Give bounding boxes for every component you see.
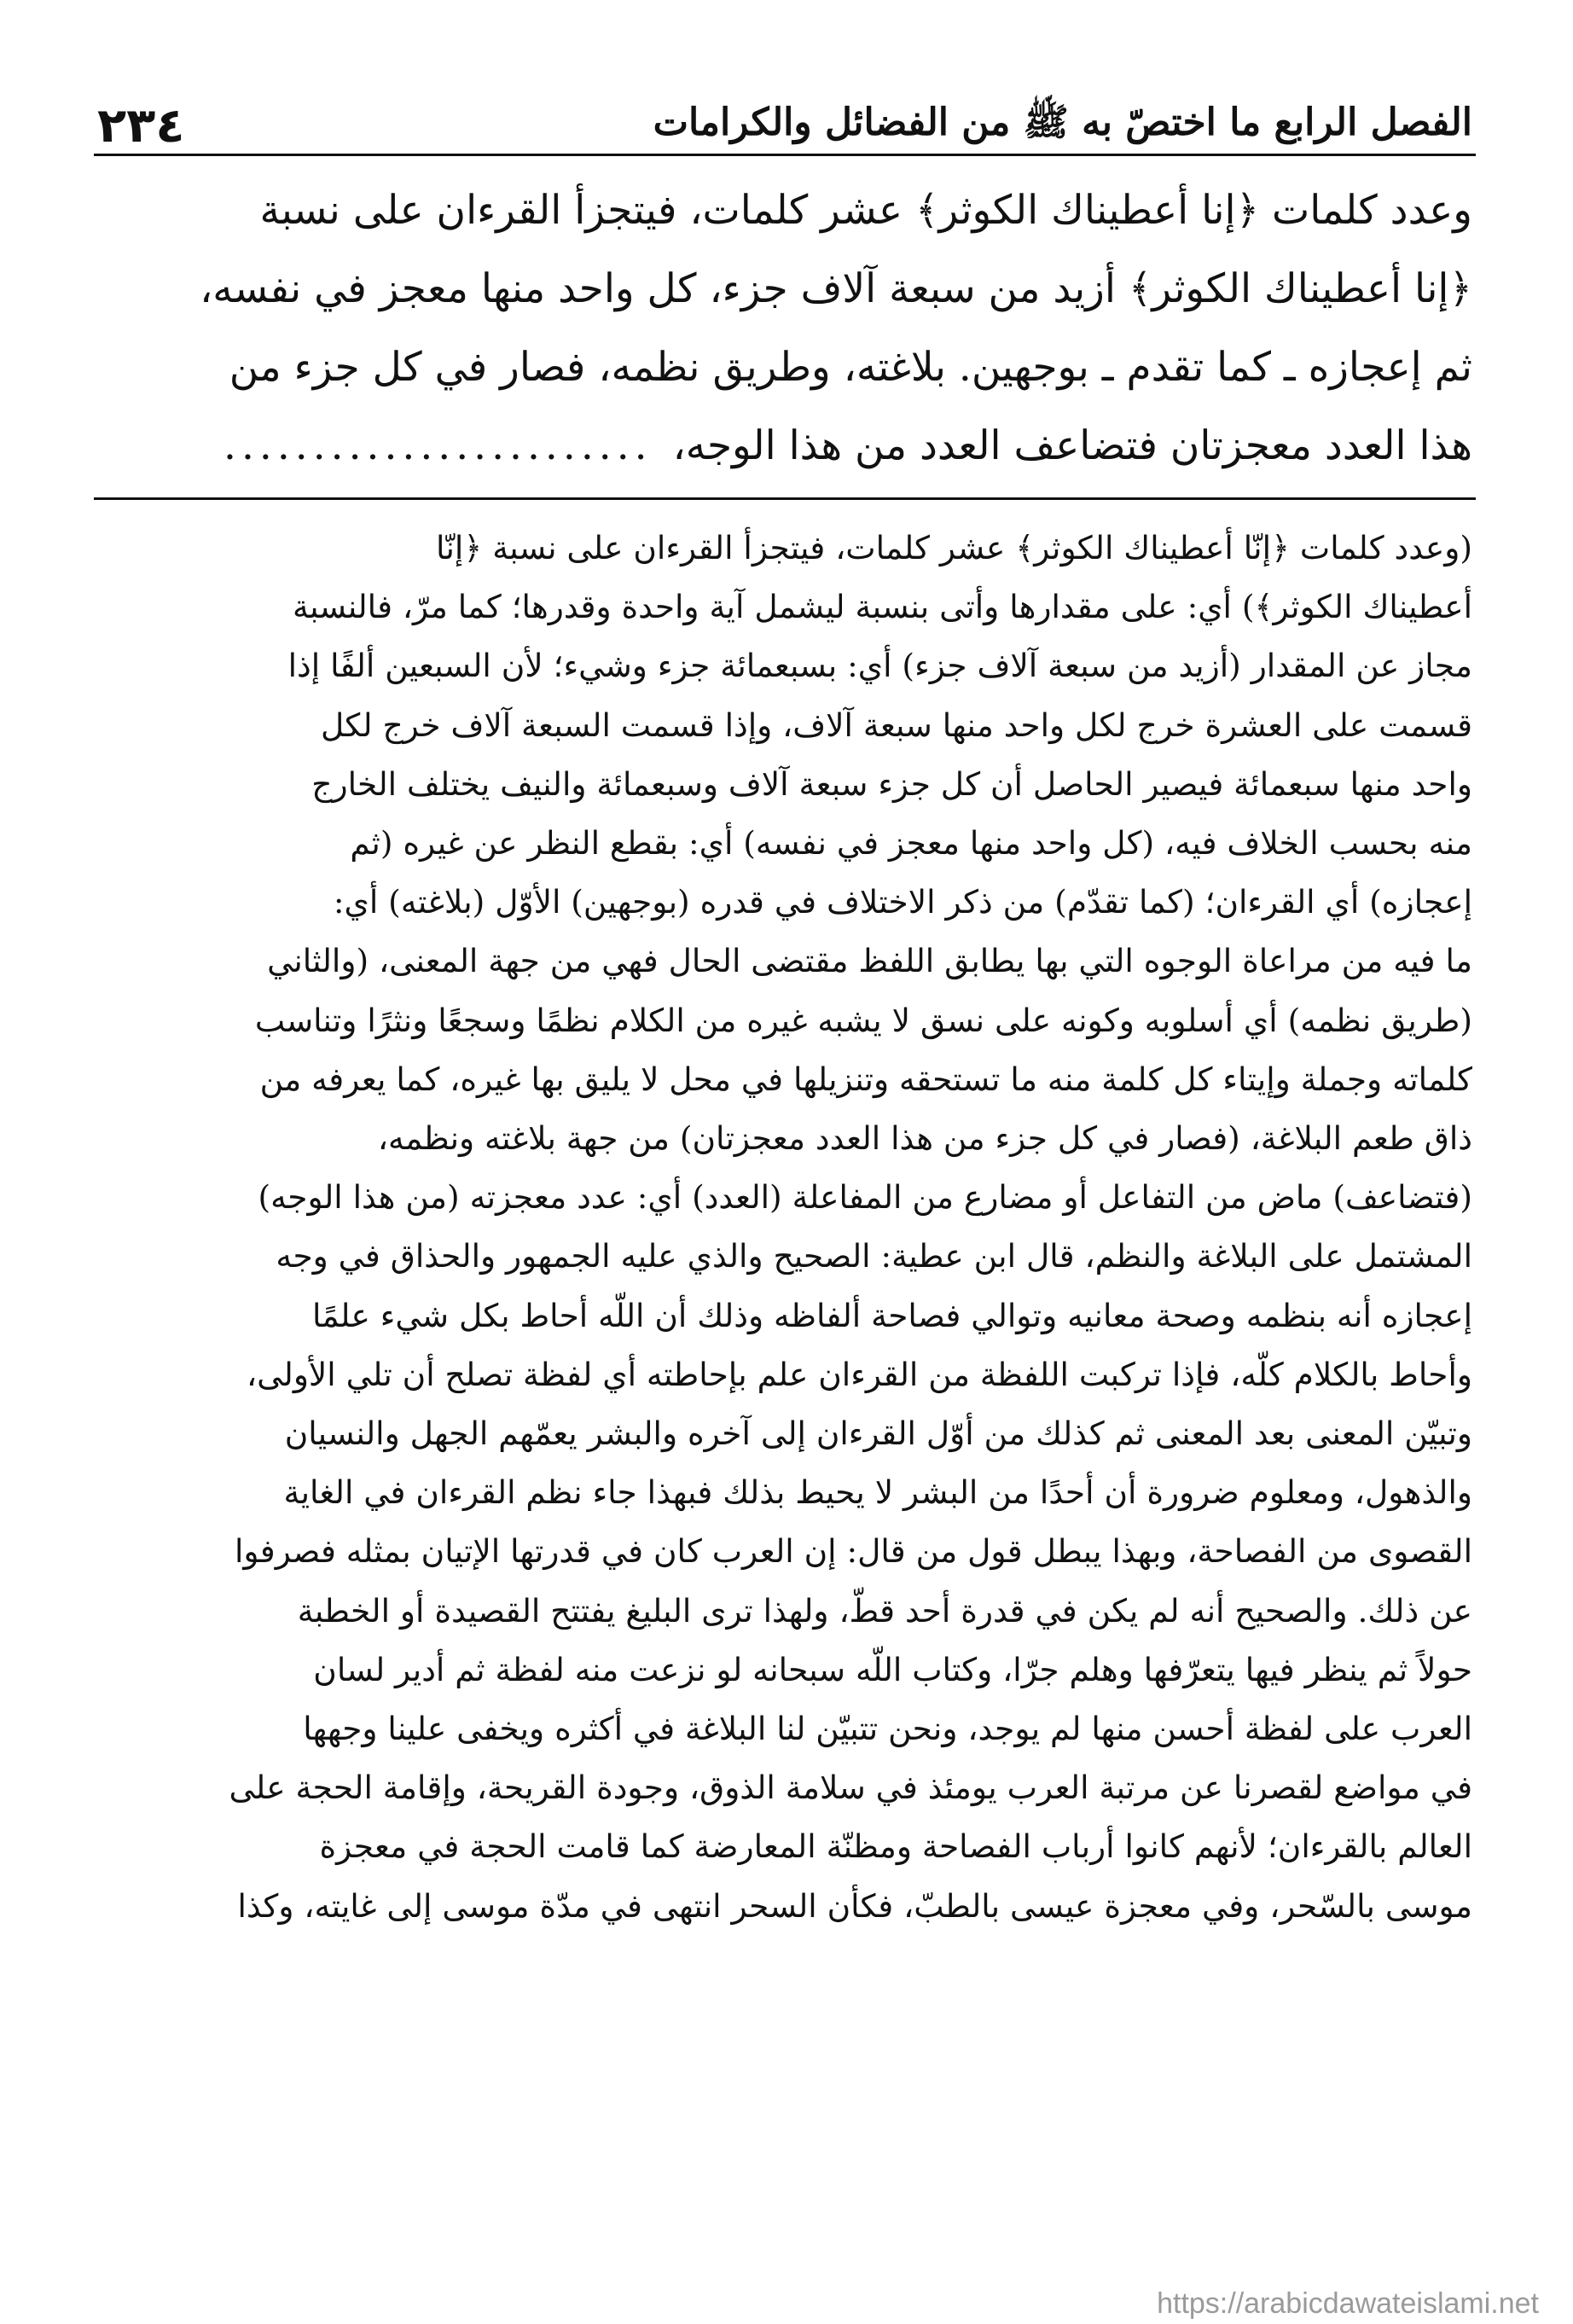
commentary-line: ما فيه من مراعاة الوجوه التي بها يطابق اللفظ مقتضى الحال فهي من جهة المعنى، (والثاني bbox=[267, 942, 1472, 980]
matn-line: وعدد كلمات ﴿إنا أعطيناك الكوثر﴾ عشر كلمات، فيتجزأ القرءان على نسبة bbox=[259, 187, 1472, 234]
commentary-line: والذهول، ومعلوم ضرورة أن أحدًا من البشر لا يحيط بذلك فبهذا جاء نظم القرءان في الغاية bbox=[283, 1473, 1472, 1512]
commentary-line: وتبيّن المعنى بعد المعنى ثم كذلك من أوّل القرءان إلى آخره والبشر يعمّهم الجهل والنسيان bbox=[284, 1415, 1472, 1453]
commentary-line: العالم بالقرءان؛ لأنهم كانوا أرباب الفصاحة ومظنّة المعارضة كما قامت الحجة في معجزة bbox=[319, 1827, 1472, 1866]
matn-line-text: هذا العدد معجزتان فتضاعف العدد من هذا الوجه، bbox=[672, 422, 1472, 469]
commentary-line: القصوى من الفصاحة، وبهذا يبطل قول من قال: إن العرب كان في قدرتها الإتيان بمثله فصرفوا bbox=[235, 1532, 1472, 1571]
commentary-line: العرب على لفظة أحسن منها لم يوجد، ونحن تتبيّن لنا البلاغة في أكثره ويخفى علينا وجهها bbox=[303, 1710, 1472, 1748]
page-number: ٢٣٤ bbox=[97, 98, 185, 154]
matn-text bbox=[94, 156, 1476, 497]
commentary-line: موسى بالسّحر، وفي معجزة عيسى بالطبّ، فكأن السحر انتهى في مدّة موسى إلى غايته، وكذا bbox=[237, 1886, 1472, 1925]
matn-line bbox=[97, 407, 1472, 485]
commentary-line: منه بحسب الخلاف فيه، (كل واحد منها معجز في نفسه) أي: بقطع النظر عن غيره (ثم bbox=[350, 824, 1472, 863]
commentary-line: (وعدد كلمات ﴿إنّا أعطيناك الكوثر﴾ عشر كلمات، فيتجزأ القرءان على نسبة ﴿إنّا bbox=[436, 529, 1472, 566]
commentary-line: حولاً ثم ينظر فيها يتعرّفها وهلم جرّا، وكتاب اللّه سبحانه لو نزعت منه لفظة ثم أدير لسان bbox=[313, 1650, 1472, 1688]
watermark-url: https://arabicdawateislami.net bbox=[1157, 2287, 1539, 2320]
commentary-text bbox=[94, 519, 1476, 1936]
commentary-line: مجاز عن المقدار (أزيد من سبعة آلاف جزء) أي: بسبعمائة جزء وشيء؛ لأن السبعين ألفًا إذا bbox=[287, 647, 1472, 685]
commentary-line: أعطيناك الكوثر﴾) أي: على مقدارها وأتى بنسبة ليشمل آية واحدة وقدرها؛ كما مرّ، فالنسبة bbox=[293, 588, 1472, 626]
commentary-line: قسمت على العشرة خرج لكل واحد منها سبعة آلاف، وإذا قسمت السبعة آلاف خرج لكل bbox=[321, 706, 1472, 744]
matn-line: ثم إعجازه ـ كما تقدم ـ بوجهين. بلاغته، وطريق نظمه، فصار في كل جزء من bbox=[229, 344, 1472, 391]
section-divider bbox=[94, 497, 1476, 500]
commentary-line: إعجازه أنه بنظمه وصحة معانيه وتوالي فصاحة ألفاظه وذلك أن اللّه أحاط بكل شيء علمًا bbox=[311, 1296, 1472, 1334]
commentary-line: إعجازه) أي القرءان؛ (كما تقدّم) من ذكر الاختلاف في قدره (بوجهين) الأوّل (بلاغته) أي: bbox=[333, 883, 1472, 921]
commentary-line: كلماته وجملة وإيتاء كل كلمة منه ما تستحقه وتنزيلها في محل لا يليق بها غيره، كما يعرفه من bbox=[259, 1060, 1472, 1098]
running-head bbox=[94, 77, 1476, 156]
commentary-line: في مواضع لقصرنا عن مرتبة العرب يومئذ في سلامة الذوق، وجودة القريحة، وإقامة الحجة على bbox=[229, 1769, 1472, 1807]
commentary-line: وأحاط بالكلام كلّه، فإذا تركبت اللفظة من القرءان علم بإحاطته أي لفظة تصلح أن تلي الأولى، bbox=[247, 1355, 1472, 1393]
commentary-line: عن ذلك. والصحيح أنه لم يكن في قدرة أحد قطّ، ولهذا ترى البليغ يفتتح القصيدة أو الخطبة bbox=[297, 1591, 1472, 1630]
ellipsis-dots: ........................ bbox=[223, 422, 653, 469]
matn-line: ﴿إنا أعطيناك الكوثر﴾ أزيد من سبعة آلاف جزء، كل واحد منها معجز في نفسه، bbox=[200, 265, 1472, 312]
chapter-title: الفصل الرابع ما اختصّ به ﷺ من الفضائل والكرامات bbox=[653, 101, 1472, 144]
commentary-line: (فتضاعف) ماض من التفاعل أو مضارع من المفاعلة (العدد) أي: عدد معجزته (من هذا الوجه) bbox=[258, 1178, 1472, 1217]
commentary-line: (طريق نظمه) أي أسلوبه وكونه على نسق لا يشبه غيره من الكلام نظمًا وسجعًا ونثرًا وتناسب bbox=[254, 1001, 1472, 1039]
commentary-line: ذاق طعم البلاغة، (فصار في كل جزء من هذا العدد معجزتان) من جهة بلاغته ونظمه، bbox=[377, 1119, 1472, 1158]
commentary-line: المشتمل على البلاغة والنظم، قال ابن عطية: الصحيح والذي عليه الجمهور والحذاق في وجه bbox=[276, 1237, 1472, 1275]
book-page bbox=[94, 77, 1476, 2295]
commentary-line: واحد منها سبعمائة فيصير الحاصل أن كل جزء سبعة آلاف وسبعمائة والنيف يختلف الخارج bbox=[311, 764, 1472, 803]
